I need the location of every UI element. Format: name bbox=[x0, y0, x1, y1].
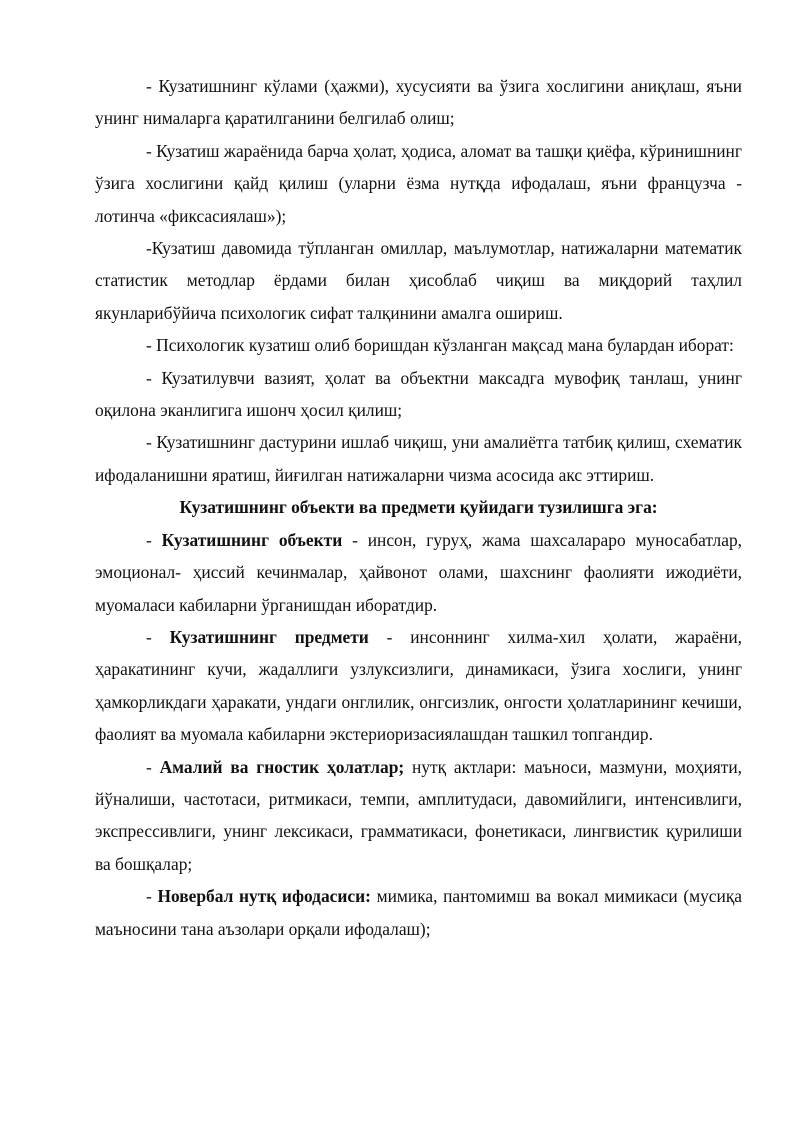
paragraph: -Кузатиш давомида тўпланган омиллар, маълумотлар, натижаларни математик статистик методлар ёрдами билан ҳисоблаб чиқиш ва миқдорий таҳлил якунларибўйича психологик сифат талқинини амалга ошириш. bbox=[95, 238, 742, 323]
list-item bbox=[95, 751, 742, 881]
paragraph: - Психологик кузатиш олиб боришдан кўзланган мақсад мана булардан иборат: bbox=[146, 335, 734, 356]
item-prefix: - bbox=[146, 529, 162, 550]
list-item bbox=[95, 524, 742, 621]
item-description: нутқ актлари: маъноси, мазмуни, моҳияти, йўналиши, частотаси, ритмикаси, темпи, амплитудаси, давомийлиги, интенсивлиги, экспрессивлиги, унинг лексикаси, грамматикаси, фонетикаси, лингвистик қурилиши ва бошқалар; bbox=[95, 756, 742, 874]
item-term: Новербал нутқ ифодасиси: bbox=[157, 886, 371, 907]
item-description: мимика, пантомимш ва вокал мимикаси (мусиқа маъносини тана аъзолари орқали ифодалаш); bbox=[95, 886, 743, 939]
item-prefix: - bbox=[146, 756, 160, 777]
paragraph: - Кузатилувчи вазият, ҳолат ва объектни максадга мувофиқ танлаш, унинг оқилона эканлигига ишонч ҳосил қилиш; bbox=[95, 367, 742, 421]
list-item bbox=[95, 621, 742, 751]
list-item bbox=[95, 880, 742, 945]
item-prefix: - bbox=[146, 626, 170, 647]
section-heading: Кузатишнинг объекти ва предмети қуйидаги тузилишга эга: bbox=[179, 497, 658, 518]
item-prefix: - bbox=[146, 886, 158, 907]
item-description: - инсоннинг хилма-хил ҳолати, жараёни, ҳаракатининг кучи, жадаллиги узлуксизлиги, динамикаси, ўзига хослиги, унинг ҳамкорликдаги ҳаракати, ундаги онглилик, онгсизлик, онгости ҳолатларининг кечиши, фаолият ва муомала кабиларни экстериоризасиялашдан ташкил топгандир. bbox=[95, 626, 743, 745]
item-description: - инсон, гуруҳ, жама шахсалараро муносабатлар, эмоционал- ҳиссий кечинмалар, ҳайвонот олами, шахснинг фаолияти ижодиёти, муомаласи кабиларни ўрганишдан иборатдир. bbox=[95, 529, 743, 615]
paragraph: - Кузатишнинг кўлами (ҳажми), хусусияти ва ўзига хослигини аниқлаш, яъни унинг нималарга қаратилганини белгилаб олиш; bbox=[95, 76, 742, 129]
paragraph: - Кузатиш жараёнида барча ҳолат, ҳодиса, аломат ва ташқи қиёфа, кўринишнинг ўзига хослигини қайд қилиш (уларни ёзма нутқда ифодалаш, яъни французча - лотинча «фиксасиялаш»); bbox=[95, 140, 742, 226]
item-term: Амалий ва гностик ҳолатлар; bbox=[159, 756, 405, 777]
item-term: Кузатишнинг объекти bbox=[161, 529, 343, 550]
paragraph: - Кузатишнинг дастурини ишлаб чиқиш, уни амалиётга татбиқ қилиш, схематик ифодаланишни яратиш, йиғилган натижаларни чизма асосида акс эттириш. bbox=[95, 432, 742, 485]
item-term: Кузатишнинг предмети bbox=[169, 626, 369, 647]
